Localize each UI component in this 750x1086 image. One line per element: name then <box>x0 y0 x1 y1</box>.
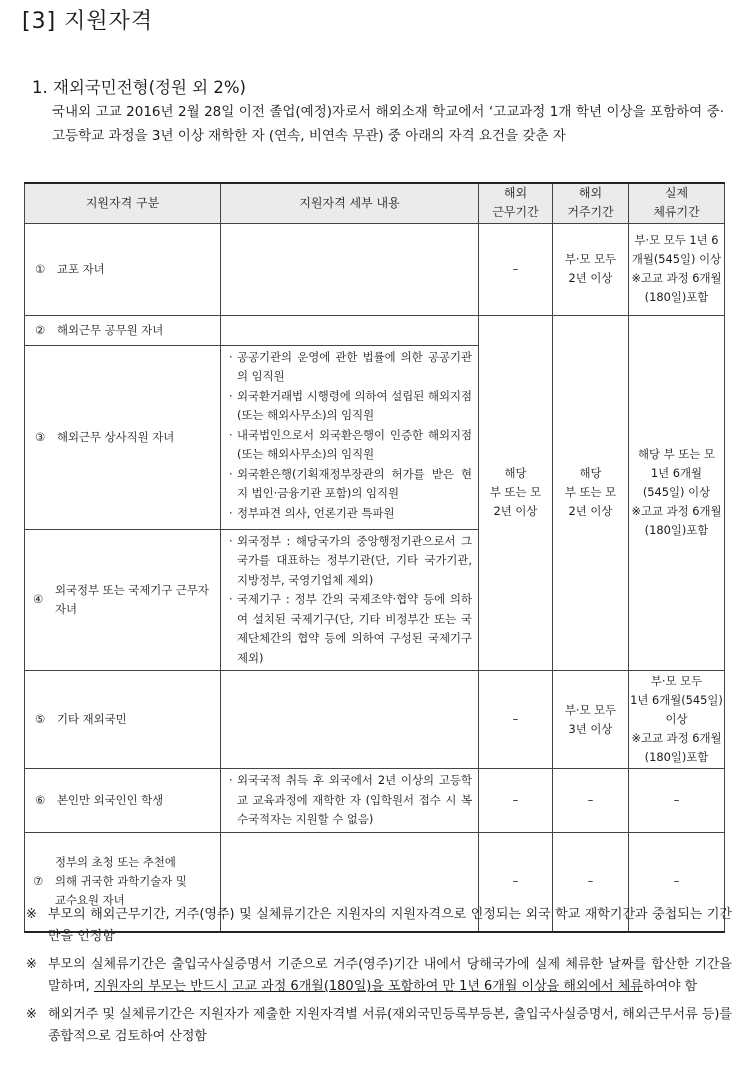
row4-label-line1: 외국정부 또는 국제기구 근무자 <box>55 582 209 597</box>
row1-stay <box>629 223 725 315</box>
merged-stay-line3: (545일) 이상 <box>642 485 711 500</box>
merged-stay-line2: 1년 6개월 <box>650 466 703 481</box>
row4-category-wrap <box>33 581 220 619</box>
row4-detail-item: · 외국정부 : 해당국가의 중앙행정기관으로서 그 국가를 대표하는 정부기관(단, 기타 국가기관, 지방정부, 국영기업체 제외) <box>227 532 472 591</box>
table-row <box>25 223 725 315</box>
row6-detail-item: · 외국국적 취득 후 외국에서 2년 이상의 고등학교 교육과정에 재학한 자 (입학원서 접수 시 복수국적자는 지원할 수 없음) <box>227 771 472 830</box>
merged-res-line1: 해당 <box>579 466 602 481</box>
row3-label: 해외근무 상사직원 자녀 <box>57 429 175 444</box>
header-stay-period <box>629 183 725 223</box>
row5-res-line2: 3년 이상 <box>568 721 613 736</box>
header-detail: 지원자격 세부 내용 <box>221 183 479 223</box>
row7-label <box>55 853 187 910</box>
row1-stay-line1: 부·모 모두 1년 6 <box>634 233 719 247</box>
row3-detail-item: · 외국환은행(기획재정부장관의 허가를 받은 현지 법인·금융기관 포함)의 임직원 <box>227 465 472 504</box>
table-row <box>25 671 725 769</box>
header-work-period <box>479 183 553 223</box>
merged-work <box>479 315 553 671</box>
row7-label-line3: 교수요원 자녀 <box>55 893 125 908</box>
row5-res-line1: 부·모 모두 <box>564 702 617 717</box>
row1-res-line1: 부·모 모두 <box>564 252 617 266</box>
row1-detail <box>221 223 479 315</box>
header-stay-line1: 실제 <box>664 186 689 201</box>
header-work-line2: 근무기간 <box>492 205 539 220</box>
row1-stay-line3: ※고교 과정 6개월 <box>631 271 722 285</box>
note-item <box>24 904 732 948</box>
row3-detail-item: · 정부파견 의사, 언론기관 특파원 <box>227 504 472 524</box>
merged-work-line3: 2년 이상 <box>493 504 538 519</box>
row6-residence: – <box>553 769 629 833</box>
row3-detail <box>221 345 479 529</box>
header-residence-period <box>553 183 629 223</box>
note-mark: ※ <box>26 957 37 972</box>
header-category: 지원자격 구분 <box>25 183 221 223</box>
row5-stay <box>629 671 725 769</box>
row4-number: ④ <box>33 592 44 607</box>
row7-number: ⑦ <box>33 874 44 889</box>
header-work-line1: 해외 <box>503 186 528 201</box>
row7-work: – <box>479 832 553 932</box>
row4-category <box>25 529 221 671</box>
row5-residence <box>553 671 629 769</box>
merged-stay-line4: ※고교 과정 6개월 <box>631 504 722 519</box>
row4-detail <box>221 529 479 671</box>
row1-label: 교포 자녀 <box>57 261 105 276</box>
row2-detail <box>221 315 479 345</box>
row1-stay-line4: (180일)포함 <box>644 290 709 304</box>
header-stay-line2: 체류기간 <box>653 205 700 220</box>
row6-number: ⑥ <box>35 792 46 807</box>
row3-category <box>25 345 221 529</box>
note-mark: ※ <box>26 907 37 922</box>
row4-label <box>55 581 209 619</box>
row5-label: 기타 재외국민 <box>57 712 127 726</box>
note-text: 부모의 해외근무기간, 거주(영주) 및 실체류기간은 지원자의 지원자격으로 인정되는 외국 학교 재학기간과 중첩되는 기간만을 인정함 <box>48 907 732 944</box>
table-header-row <box>25 183 725 223</box>
row5-detail <box>221 671 479 769</box>
merged-work-line1: 해당 <box>504 466 527 481</box>
row3-detail-item: · 내국법인으로서 외국환은행이 인증한 해외지점(또는 해외사무소)의 임직원 <box>227 426 472 465</box>
note-item <box>24 1004 732 1048</box>
row1-number: ① <box>35 261 46 276</box>
row7-label-line1: 정부의 초청 또는 추천에 <box>55 855 176 870</box>
merged-residence <box>553 315 629 671</box>
row4-label-line2: 자녀 <box>55 601 78 616</box>
row3-detail-item: · 외국환거래법 시행령에 의하여 설립된 해외지점(또는 해외사무소)의 임직원 <box>227 387 472 426</box>
row6-label: 본인만 외국인인 학생 <box>57 792 164 807</box>
row7-residence: – <box>553 832 629 932</box>
row2-label: 해외근무 공무원 자녀 <box>57 322 164 337</box>
row5-stay-line4: ※고교 과정 6개월 <box>631 731 722 745</box>
merged-res-line3: 2년 이상 <box>568 504 613 519</box>
note-mark: ※ <box>26 1007 37 1022</box>
row4-detail-item: · 국제기구 : 정부 간의 국제조약·협약 등에 의하여 설치된 국제기구(단, 기타 비정부간 또는 국제단체간의 협약 등에 의하여 구성된 국제기구 제외) <box>227 590 472 668</box>
table-row <box>25 769 725 833</box>
row2-category <box>25 315 221 345</box>
header-res-line1: 해외 <box>578 186 603 201</box>
table-row <box>25 315 725 345</box>
row6-detail <box>221 769 479 833</box>
row5-stay-line1: 부·모 모두 <box>650 674 703 688</box>
note-text: 부모의 실체류기간은 출입국사실증명서 기준으로 거주(영주)기간 내에서 당해국가에 실제 체류한 날짜를 합산한 기간을 말하며, <box>48 957 732 994</box>
row6-stay: – <box>629 769 725 833</box>
row5-category <box>25 671 221 769</box>
row1-residence <box>553 223 629 315</box>
section-title: [3] 지원자격 <box>22 9 154 34</box>
row5-stay-line2: 1년 6개월(545일) <box>630 693 723 707</box>
row5-stay-line5: (180일)포함 <box>644 750 709 764</box>
row6-category <box>25 769 221 833</box>
subsection-title: 1. 재외국민전형(정원 외 2%) <box>32 78 246 97</box>
row6-work: – <box>479 769 553 833</box>
row3-number: ③ <box>35 429 46 444</box>
row7-category-wrap <box>33 853 220 910</box>
row2-number: ② <box>35 322 46 337</box>
row1-res-line2: 2년 이상 <box>568 271 613 285</box>
row5-number: ⑤ <box>35 712 46 726</box>
row7-label-line2: 의해 귀국한 과학기술자 및 <box>55 874 187 889</box>
note-item <box>24 954 732 998</box>
row1-work: – <box>479 223 553 315</box>
note-text-end: 하여야 함 <box>642 979 698 994</box>
row1-category <box>25 223 221 315</box>
note-text: 해외거주 및 실체류기간은 지원자가 제출한 지원자격별 서류(재외국민등록부등본, 출입국사실증명서, 해외근무서류 등)를 종합적으로 검토하여 산정함 <box>48 1007 732 1044</box>
notes <box>24 904 732 1054</box>
merged-stay-line5: (180일)포함 <box>644 523 709 538</box>
qualification-table <box>24 182 725 933</box>
row7-stay: – <box>629 832 725 932</box>
merged-res-line2: 부 또는 모 <box>564 485 617 500</box>
header-res-line2: 거주기간 <box>567 205 614 220</box>
note-underlined-text: 지원자의 부모는 반드시 고교 과정 6개월(180일)을 포함하여 만 1년 6개월 이상을 해외에서 체류 <box>93 979 643 994</box>
merged-stay <box>629 315 725 671</box>
merged-work-line2: 부 또는 모 <box>489 485 542 500</box>
row5-work: – <box>479 671 553 769</box>
intro-paragraph: 국내외 고교 2016년 2월 28일 이전 졸업(예정)자로서 해외소재 학교에서 ‘고교과정 1개 학년 이상을 포함하여 중·고등학교 과정을 3년 이상 재학한 자 (연속, 비연속 무관) 중 아래의 자격 요건을 갖춘 자 <box>52 104 724 144</box>
row1-stay-line2: 개월(545일) 이상 <box>631 252 722 266</box>
row5-stay-line3: 이상 <box>665 712 688 726</box>
merged-stay-line1: 해당 부 또는 모 <box>638 447 715 462</box>
row3-detail-item: · 공공기관의 운영에 관한 법률에 의한 공공기관의 임직원 <box>227 348 472 387</box>
